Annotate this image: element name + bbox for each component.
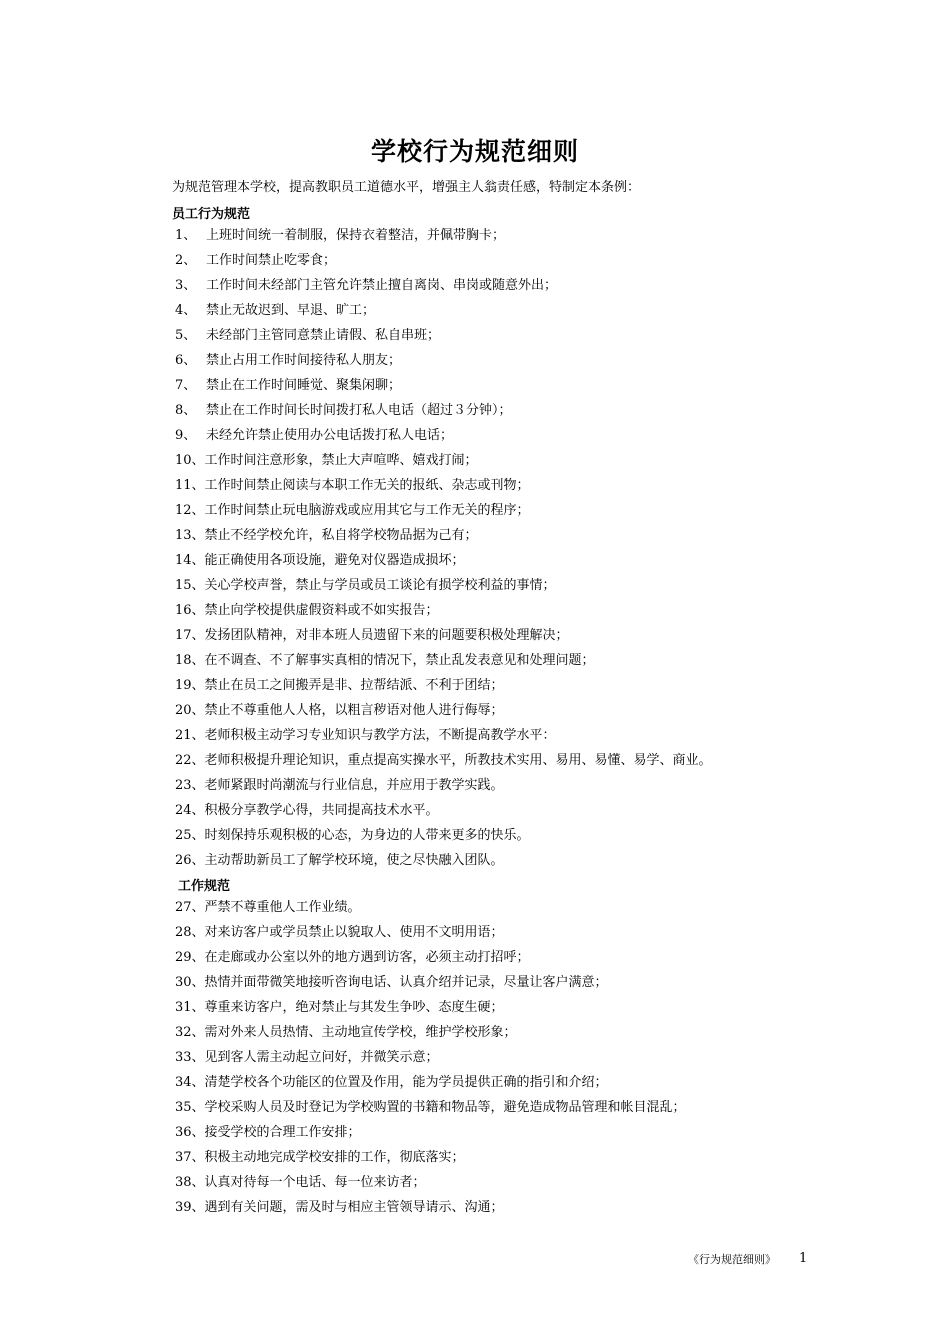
item-number: 5、 (175, 328, 197, 343)
item-text: 关心学校声誉，禁止与学员或员工谈论有损学校利益的事情； (204, 578, 556, 593)
work-rules-list (175, 898, 795, 1223)
list-item (175, 476, 795, 501)
intro-paragraph: 为规范管理本学校，提高教职员工道德水平，增强主人翁责任感，特制定本条例： (172, 180, 641, 195)
item-number: 33、 (175, 1050, 205, 1065)
item-text: 发扬团队精神，对非本班人员遗留下来的问题要积极处理解决； (204, 628, 569, 643)
list-item (175, 551, 795, 576)
item-number: 22、 (175, 753, 205, 768)
item-text: 未经允许禁止使用办公电话拨打私人电话； (206, 428, 454, 443)
item-text: 学校采购人员及时登记为学校购置的书籍和物品等，避免造成物品管理和帐目混乱； (204, 1100, 686, 1115)
list-item (175, 851, 795, 876)
item-text: 需对外来人员热情、主动地宣传学校，维护学校形象； (204, 1025, 517, 1040)
item-text: 热情并面带微笑地接听咨询电话、认真介绍并记录，尽量让客户满意； (204, 975, 608, 990)
list-item (175, 351, 795, 376)
item-text: 老师紧跟时尚潮流与行业信息，并应用于教学实践。 (204, 778, 504, 793)
item-text: 接受学校的合理工作安排； (204, 1125, 361, 1140)
item-number: 28、 (175, 925, 205, 940)
item-text: 在走廊或办公室以外的地方遇到访客，必须主动打招呼； (204, 950, 530, 965)
item-text: 能正确使用各项设施，避免对仪器造成损坏； (204, 553, 465, 568)
list-item (175, 948, 795, 973)
item-number: 24、 (175, 803, 205, 818)
item-number: 26、 (175, 853, 205, 868)
list-item (175, 626, 795, 651)
item-text: 工作时间禁止玩电脑游戏或应用其它与工作无关的程序； (204, 503, 530, 518)
list-item (175, 676, 795, 701)
item-text: 禁止向学校提供虚假资料或不如实报告； (204, 603, 439, 618)
list-item (175, 301, 795, 326)
list-item (175, 1023, 795, 1048)
item-text: 工作时间注意形象，禁止大声喧哗、嬉戏打闹； (204, 453, 478, 468)
item-number: 23、 (175, 778, 205, 793)
item-number: 20、 (175, 703, 205, 718)
list-item (175, 826, 795, 851)
list-item (175, 998, 795, 1023)
list-item (175, 973, 795, 998)
item-number: 16、 (175, 603, 205, 618)
item-number: 30、 (175, 975, 205, 990)
item-number: 29、 (175, 950, 205, 965)
list-item (175, 426, 795, 451)
item-number: 1、 (175, 228, 197, 243)
list-item (175, 451, 795, 476)
item-number: 14、 (175, 553, 205, 568)
list-item (175, 1048, 795, 1073)
item-text: 老师积极主动学习专业知识与教学方法，不断提高教学水平： (204, 728, 556, 743)
list-item (175, 776, 795, 801)
item-text: 积极分享教学心得，共同提高技术水平。 (204, 803, 439, 818)
item-text: 积极主动地完成学校安排的工作，彻底落实； (204, 1150, 465, 1165)
item-text: 禁止不经学校允许，私自将学校物品据为己有； (204, 528, 478, 543)
list-item (175, 501, 795, 526)
page-title: 学校行为规范细则 (370, 137, 579, 166)
list-item (175, 1098, 795, 1123)
item-number: 9、 (175, 428, 197, 443)
item-text: 清楚学校各个功能区的位置及作用，能为学员提供正确的指引和介绍； (204, 1075, 608, 1090)
item-text: 对来访客户或学员禁止以貌取人、使用不文明用语； (204, 925, 504, 940)
item-number: 36、 (175, 1125, 205, 1140)
item-number: 12、 (175, 503, 205, 518)
item-number: 6、 (175, 353, 197, 368)
list-item (175, 526, 795, 551)
item-number: 38、 (175, 1175, 205, 1190)
list-item (175, 1148, 795, 1173)
list-item (175, 651, 795, 676)
item-text: 工作时间未经部门主管允许禁止擅自离岗、串岗或随意外出； (206, 278, 558, 293)
list-item (175, 1198, 795, 1223)
item-number: 39、 (175, 1200, 205, 1215)
item-number: 35、 (175, 1100, 205, 1115)
item-text: 见到客人需主动起立问好，并微笑示意； (204, 1050, 439, 1065)
list-item (175, 1123, 795, 1148)
item-text: 主动帮助新员工了解学校环境，使之尽快融入团队。 (204, 853, 504, 868)
item-text: 在不调查、不了解事实真相的情况下，禁止乱发表意见和处理问题； (204, 653, 595, 668)
item-text: 禁止在员工之间搬弄是非、拉帮结派、不利于团结； (204, 678, 504, 693)
item-text: 禁止占用工作时间接待私人朋友； (206, 353, 402, 368)
item-number: 31、 (175, 1000, 205, 1015)
section-heading-staff-conduct: 员工行为规范 (172, 207, 251, 222)
item-number: 3、 (175, 278, 197, 293)
item-text: 严禁不尊重他人工作业绩。 (204, 900, 361, 915)
list-item (175, 401, 795, 426)
list-item (175, 326, 795, 351)
item-number: 37、 (175, 1150, 205, 1165)
staff-conduct-list (175, 226, 795, 876)
item-text: 禁止无故迟到、早退、旷工； (206, 303, 376, 318)
item-number: 13、 (175, 528, 205, 543)
item-text: 禁止在工作时间睡觉、聚集闲聊； (206, 378, 402, 393)
list-item (175, 1073, 795, 1098)
item-text: 遇到有关问题，需及时与相应主管领导请示、沟通； (204, 1200, 504, 1215)
footer-page-number: 1 (799, 1251, 808, 1266)
list-item (175, 251, 795, 276)
item-number: 32、 (175, 1025, 205, 1040)
item-text: 未经部门主管同意禁止请假、私自串班； (206, 328, 441, 343)
item-number: 34、 (175, 1075, 205, 1090)
item-text: 认真对待每一个电话、每一位来访者； (204, 1175, 426, 1190)
item-number: 25、 (175, 828, 205, 843)
item-number: 4、 (175, 303, 197, 318)
item-number: 19、 (175, 678, 205, 693)
item-number: 7、 (175, 378, 197, 393)
item-text: 时刻保持乐观积极的心态，为身边的人带来更多的快乐。 (204, 828, 530, 843)
list-item (175, 1173, 795, 1198)
section-heading-work-rules: 工作规范 (178, 879, 231, 894)
list-item (175, 576, 795, 601)
item-text: 老师积极提升理论知识，重点提高实操水平，所教技术实用、易用、易懂、易学、商业。 (204, 753, 712, 768)
list-item (175, 726, 795, 751)
footer-document-name: 《行为规范细则》 (688, 1253, 776, 1266)
item-number: 17、 (175, 628, 205, 643)
list-item (175, 923, 795, 948)
list-item (175, 601, 795, 626)
list-item (175, 898, 795, 923)
list-item (175, 751, 795, 776)
item-text: 工作时间禁止吃零食； (206, 253, 337, 268)
item-number: 10、 (175, 453, 205, 468)
item-text: 工作时间禁止阅读与本职工作无关的报纸、杂志或刊物； (204, 478, 530, 493)
list-item (175, 276, 795, 301)
list-item (175, 376, 795, 401)
item-number: 18、 (175, 653, 205, 668)
item-text: 上班时间统一着制服，保持衣着整洁，并佩带胸卡； (206, 228, 506, 243)
list-item (175, 701, 795, 726)
item-text: 禁止在工作时间长时间拨打私人电话（超过３分钟）； (206, 403, 512, 418)
item-number: 27、 (175, 900, 205, 915)
list-item (175, 226, 795, 251)
item-text: 尊重来访客户，绝对禁止与其发生争吵、态度生硬； (204, 1000, 504, 1015)
item-number: 8、 (175, 403, 197, 418)
item-number: 2、 (175, 253, 197, 268)
item-text: 禁止不尊重他人人格，以粗言秽语对他人进行侮辱； (204, 703, 504, 718)
list-item (175, 801, 795, 826)
item-number: 15、 (175, 578, 205, 593)
item-number: 11、 (175, 478, 205, 493)
item-number: 21、 (175, 728, 205, 743)
